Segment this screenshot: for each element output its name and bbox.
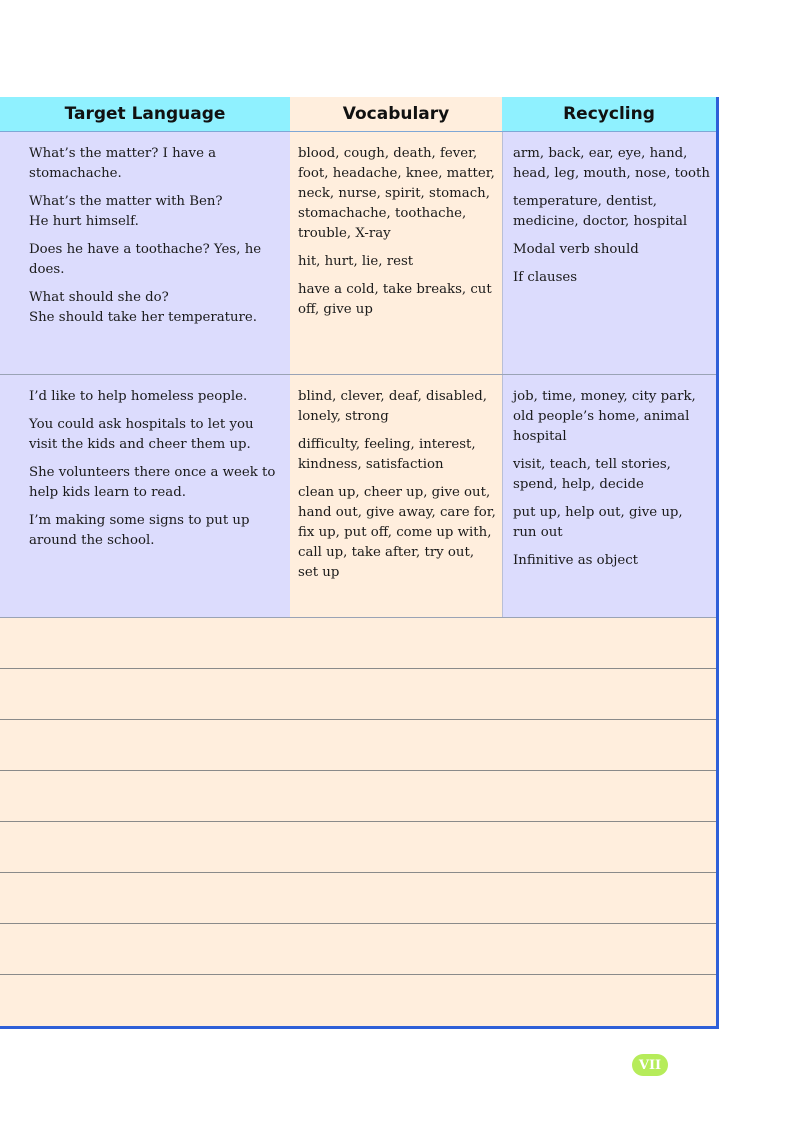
recycling-cell xyxy=(502,132,716,374)
blank-row xyxy=(0,720,716,771)
blank-row xyxy=(0,975,716,1026)
vocabulary-item: difficulty, feeling, interest, kindness, satisfaction xyxy=(298,437,476,472)
blank-row xyxy=(0,822,716,873)
target-language-item: You could ask hospitals to let you visit the kids and cheer them up. xyxy=(29,417,254,452)
header-target-language: Target Language xyxy=(0,97,290,132)
recycling-cell xyxy=(502,375,716,617)
recycling-item: If clauses xyxy=(513,270,578,285)
vocabulary-cell xyxy=(290,375,502,617)
vocabulary-item: blood, cough, death, fever, foot, headache, knee, matter, neck, nurse, spirit, stomach, stomachache, toothache, trouble, X-ray xyxy=(298,146,495,241)
blank-row xyxy=(0,771,716,822)
target-language-cell xyxy=(0,375,290,617)
recycling-item: Modal verb should xyxy=(513,242,639,257)
target-language-item: I’m making some signs to put up around the school. xyxy=(29,513,250,548)
recycling-item: temperature, dentist, medicine, doctor, hospital xyxy=(513,194,688,229)
target-language-item: What’s the matter with Ben? He hurt himself. xyxy=(29,194,223,229)
target-language-item: She volunteers there once a week to help kids learn to read. xyxy=(29,465,276,500)
recycling-item: job, time, money, city park, old people’s home, animal hospital xyxy=(513,389,696,444)
blank-row xyxy=(0,924,716,975)
recycling-item: arm, back, ear, eye, hand, head, leg, mouth, nose, tooth xyxy=(513,146,710,181)
blank-row xyxy=(0,873,716,924)
recycling-item: put up, help out, give up, run out xyxy=(513,505,683,540)
blank-row xyxy=(0,618,716,669)
vocabulary-cell xyxy=(290,132,502,374)
target-language-item: What’s the matter? I have a stomachache. xyxy=(29,146,217,181)
header-vocabulary: Vocabulary xyxy=(290,97,502,132)
header-recycling: Recycling xyxy=(502,97,716,132)
page-number-badge: VII xyxy=(632,1054,668,1076)
vocabulary-item: have a cold, take breaks, cut off, give up xyxy=(298,282,492,317)
vocabulary-item: hit, hurt, lie, rest xyxy=(298,254,414,269)
target-language-cell xyxy=(0,132,290,374)
vocabulary-item: clean up, cheer up, give out, hand out, give away, care for, fix up, put off, come up with, call up, take after, try out, set up xyxy=(298,485,496,580)
table-row-unit-2 xyxy=(0,375,716,618)
recycling-item: Infinitive as object xyxy=(513,553,638,568)
target-language-item: What should she do? She should take her temperature. xyxy=(29,290,258,325)
language-table xyxy=(0,97,719,1029)
table-row-unit-1 xyxy=(0,132,716,375)
blank-row xyxy=(0,669,716,720)
target-language-item: I’d like to help homeless people. xyxy=(29,389,248,404)
recycling-item: visit, teach, tell stories, spend, help, decide xyxy=(513,457,671,492)
vocabulary-item: blind, clever, deaf, disabled, lonely, strong xyxy=(298,389,487,424)
target-language-item: Does he have a toothache? Yes, he does. xyxy=(29,242,262,277)
